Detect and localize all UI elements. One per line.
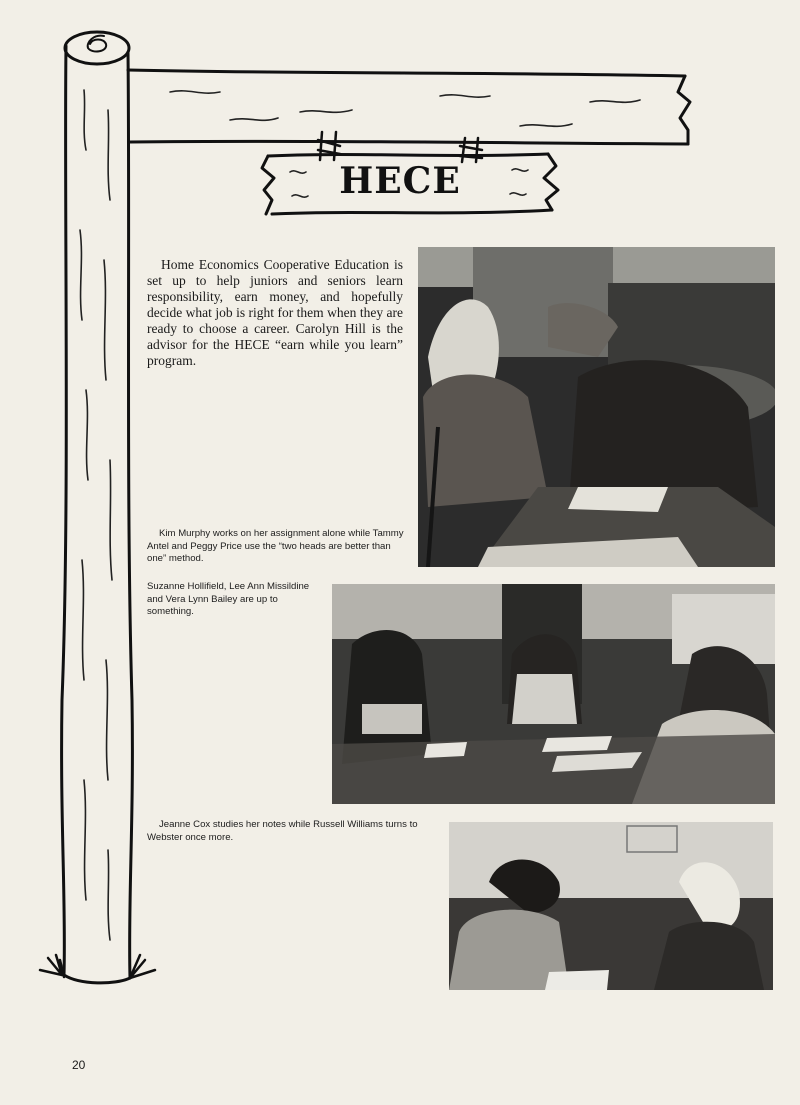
intro-paragraph: Home Economics Cooperative Education is set up to help juniors and seniors learn responsibility, earn money, and hopefully decide what job is right for them when they are ready to choose a career. Carolyn Hill is the advisor for the HECE “earn while you learn” program. xyxy=(147,256,403,368)
caption-photo-2: Suzanne Hollifield, Lee Ann Missildine and Vera Lynn Bailey are up to something. xyxy=(147,581,310,617)
photo-girls-at-table xyxy=(332,584,775,804)
caption-photo-1: Kim Murphy works on her assignment alone while Tammy Antel and Peggy Price use the “two heads are better than one” method. xyxy=(147,528,404,564)
photo-students-studying xyxy=(449,822,773,990)
page-number: 20 xyxy=(72,1058,86,1072)
photo-students-at-table xyxy=(418,247,775,567)
section-title: HECE xyxy=(339,160,461,202)
caption-photo-3: Jeanne Cox studies her notes while Russell Williams turns to Webster once more. xyxy=(147,819,418,843)
